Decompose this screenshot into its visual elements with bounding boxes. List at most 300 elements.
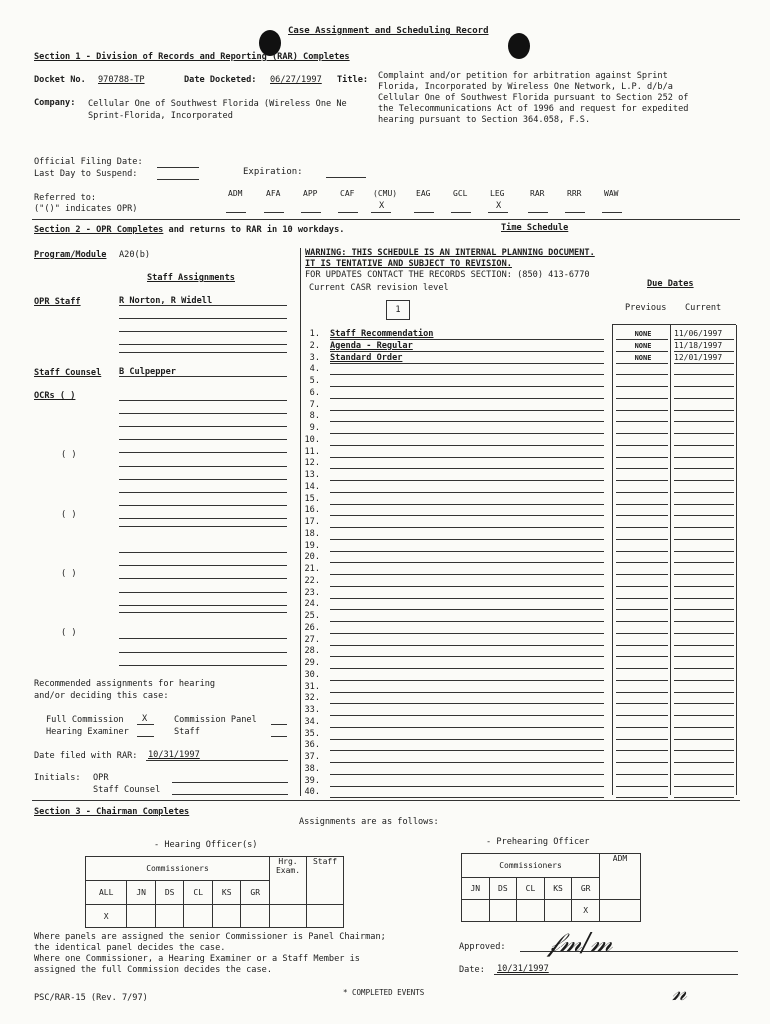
- warning-line-2: IT IS TENTATIVE AND SUBJECT TO REVISION.: [305, 259, 512, 269]
- prev-line: [616, 609, 668, 610]
- cur-line: [674, 621, 734, 622]
- event-number: 4.: [309, 364, 320, 375]
- cur-line: [674, 797, 734, 798]
- prev-line: [616, 374, 668, 375]
- staff-line: [119, 592, 287, 593]
- division-mark: X: [496, 201, 502, 211]
- staff-line: [119, 526, 287, 527]
- division-blank: [338, 212, 358, 213]
- event-line: [330, 727, 604, 728]
- event-number: 23.: [304, 587, 320, 598]
- cur-line: [674, 739, 734, 740]
- event-number: 6.: [309, 387, 320, 398]
- event-number: 26.: [304, 622, 320, 633]
- initials-opr-label: OPR: [93, 773, 109, 783]
- cur-line: [674, 656, 734, 657]
- initials-staff-counsel-label: Staff Counsel: [93, 785, 161, 795]
- cur-line: [674, 680, 734, 681]
- cur-line: [674, 551, 734, 552]
- staff-line: [119, 426, 287, 427]
- indicates-label: ("()" indicates OPR): [34, 204, 138, 214]
- division-gcl: GCL: [453, 189, 468, 198]
- prev-line: [616, 539, 668, 540]
- staff-line: [119, 578, 287, 579]
- recommended-line-1: Recommended assignments for hearing: [34, 679, 216, 689]
- event-number: 29.: [304, 658, 320, 668]
- pre-commissioner-cell-ds: [489, 900, 517, 922]
- commissioner-col-gr: GR: [241, 881, 270, 905]
- prev-line: [616, 656, 668, 657]
- event-number: 36.: [304, 740, 320, 751]
- cur-line: [674, 398, 734, 399]
- current-col-right: [736, 325, 737, 795]
- event-number: 40.: [304, 787, 320, 798]
- event-number: 31.: [304, 681, 320, 692]
- division-blank: [488, 212, 508, 213]
- event-line: [330, 480, 604, 481]
- date-filed-value: 10/31/1997: [148, 750, 200, 760]
- previous-heading: Previous: [625, 303, 667, 313]
- commissioner-col-all: ALL: [86, 881, 127, 905]
- prev-line: [616, 727, 668, 728]
- prev-line: [616, 715, 668, 716]
- pre-commissioner-col-cl: CL: [517, 878, 545, 900]
- hearing-examiner-label: Hearing Examiner: [46, 727, 129, 737]
- division-blank: [264, 212, 284, 213]
- event-line: [330, 433, 604, 434]
- event-number: 30.: [304, 669, 320, 680]
- event-line: [330, 468, 604, 469]
- event-number: 32.: [304, 693, 320, 704]
- cur-line: [674, 609, 734, 610]
- cur-line: [674, 633, 734, 634]
- panel-note-line: Where one Commissioner, a Hearing Examiner or a Staff Member is: [34, 954, 360, 964]
- event-previous-date: NONE: [634, 341, 652, 350]
- punch-hole-right: [508, 33, 530, 59]
- prev-line: [616, 410, 668, 411]
- cur-line: [674, 480, 734, 481]
- cur-line: [674, 386, 734, 387]
- pre-commissioner-cell-cl: [517, 900, 545, 922]
- commissioner-cell-gr: [241, 905, 270, 928]
- division-adm: ADM: [228, 189, 243, 198]
- event-line: [330, 715, 604, 716]
- cur-line: [674, 374, 734, 375]
- warning-line-1: WARNING: THIS SCHEDULE IS AN INTERNAL PLANNING DOCUMENT.: [305, 248, 595, 258]
- event-line: [330, 598, 604, 599]
- title-line: the Telecommunications Act of 1996 and request for expedited: [378, 104, 689, 114]
- event-number: 22.: [304, 575, 320, 586]
- pre-commissioner-col-ds: DS: [489, 878, 517, 900]
- pre-commissioner-col-jn: JN: [462, 878, 490, 900]
- event-number: 5.: [309, 376, 320, 386]
- prev-line: [616, 433, 668, 434]
- form-number: PSC/RAR-15 (Rev. 7/97): [34, 993, 148, 1003]
- section-divider-1: [32, 219, 740, 220]
- event-number: 7.: [309, 399, 320, 410]
- event-text: Agenda - Regular: [330, 340, 413, 351]
- event-text: Staff Recommendation: [330, 329, 434, 339]
- prev-line: [616, 398, 668, 399]
- event-number: 13.: [304, 470, 320, 480]
- commissioner-col-jn: JN: [127, 881, 156, 905]
- commission-panel-label: Commission Panel: [174, 715, 257, 725]
- division-caf: CAF: [340, 189, 355, 198]
- commissioner-cell-cl: [184, 905, 213, 928]
- event-number: 25.: [304, 611, 320, 621]
- division-blank: [565, 212, 585, 213]
- cur-line: [674, 410, 734, 411]
- prev-line: [616, 515, 668, 516]
- prev-line: [616, 750, 668, 751]
- staff-line: [119, 552, 287, 553]
- section2-heading-rest: and returns to RAR in 10 workdays.: [163, 225, 345, 235]
- event-line: [330, 797, 604, 798]
- event-line: [330, 668, 604, 669]
- last-day-blank: [157, 179, 199, 180]
- prev-line: [616, 574, 668, 575]
- assignments-label: Assignments are as follows:: [299, 817, 439, 827]
- cur-line: [674, 562, 734, 563]
- prev-line: [616, 457, 668, 458]
- event-previous-date: NONE: [634, 353, 652, 362]
- hearing-officers-label: - Hearing Officer(s): [154, 840, 258, 850]
- cur-line: [674, 645, 734, 646]
- staff-line: [119, 376, 287, 377]
- cur-line: [674, 433, 734, 434]
- event-number: 17.: [304, 517, 320, 527]
- section-divider-2: [32, 800, 740, 801]
- event-number: 34.: [304, 716, 320, 727]
- event-number: 37.: [304, 752, 320, 762]
- staff-line: [119, 331, 287, 332]
- program-module-label: Program/Module: [34, 250, 107, 260]
- company-line: Cellular One of Southwest Florida (Wireless One Ne: [88, 99, 347, 109]
- event-previous-date: NONE: [634, 330, 652, 338]
- division-blank: [602, 212, 622, 213]
- event-number: 35.: [304, 728, 320, 739]
- ocr-paren-label: ( ): [61, 510, 77, 520]
- event-current-date: 11/18/1997: [674, 340, 723, 350]
- current-heading: Current: [685, 303, 722, 313]
- cur-line: [674, 363, 734, 364]
- pre-commissioner-cell-jn: [462, 900, 490, 922]
- prev-line: [616, 621, 668, 622]
- initials-label: Initials:: [34, 773, 81, 783]
- pre-commissioner-cell-gr: X: [572, 900, 600, 922]
- staff-line: [119, 652, 287, 653]
- prev-line: [616, 774, 668, 775]
- event-line: [330, 445, 604, 446]
- staff-line: [119, 565, 287, 566]
- event-current-date: 11/06/1997: [674, 329, 723, 338]
- pre-commissioner-col-ks: KS: [544, 878, 572, 900]
- event-number: 1.: [309, 329, 320, 339]
- staff-line: [119, 344, 287, 345]
- event-number: 15.: [304, 493, 320, 504]
- section1-heading: Section 1 - Division of Records and Reporting (RAR) Completes: [34, 52, 350, 62]
- cur-line: [674, 668, 734, 669]
- previous-col-right: [670, 325, 671, 795]
- company-text: [88, 98, 347, 122]
- date-label: Date:: [459, 965, 485, 975]
- staff-line: [119, 400, 287, 401]
- commission-panel-blank: [271, 724, 287, 725]
- approval-date-value: 10/31/1997: [497, 964, 549, 974]
- division-rrr: RRR: [567, 189, 582, 198]
- completed-events-note: * COMPLETED EVENTS: [343, 988, 425, 997]
- last-day-label: Last Day to Suspend:: [34, 169, 138, 179]
- staff-line: [119, 492, 287, 493]
- event-number: 9.: [309, 423, 320, 433]
- prev-line: [616, 386, 668, 387]
- staff-option-blank: [271, 736, 287, 737]
- event-line: [330, 645, 604, 646]
- event-line: [330, 457, 604, 458]
- staff-line: [119, 518, 287, 519]
- event-number: 24.: [304, 599, 320, 610]
- staff-option-label: Staff: [174, 727, 200, 737]
- prev-line: [616, 480, 668, 481]
- staff-line: [119, 665, 287, 666]
- event-number: 39.: [304, 775, 320, 786]
- adm-header: ADM: [600, 854, 641, 900]
- division-blank: [451, 212, 471, 213]
- prev-line: [616, 598, 668, 599]
- staff-line: [119, 352, 287, 353]
- initial-mark: 𝓃: [672, 978, 687, 1006]
- event-line: [330, 703, 604, 704]
- due-dates-top-line: [612, 324, 736, 325]
- cur-line: [674, 421, 734, 422]
- cur-line: [674, 715, 734, 716]
- company-label: Company:: [34, 98, 76, 108]
- prev-line: [616, 468, 668, 469]
- cur-line: [674, 492, 734, 493]
- title-label: Title:: [337, 75, 369, 85]
- prev-line: [616, 680, 668, 681]
- event-line: [330, 656, 604, 657]
- cur-line: [674, 598, 734, 599]
- event-line: [330, 492, 604, 493]
- event-line: [330, 551, 604, 552]
- hearing-officer-table: [85, 856, 344, 928]
- division-leg: LEG: [490, 189, 505, 198]
- opr-staff-label: OPR Staff: [34, 297, 81, 307]
- cur-line: [674, 774, 734, 775]
- full-commission-label: Full Commission: [46, 715, 124, 725]
- event-number: 12.: [304, 458, 320, 469]
- prev-line: [616, 703, 668, 704]
- event-number: 38.: [304, 763, 320, 774]
- staff-cell: [307, 905, 344, 928]
- event-number: 2.: [309, 340, 320, 351]
- prev-line: [616, 527, 668, 528]
- staff-line: [119, 305, 287, 306]
- commissioner-col-cl: CL: [184, 881, 213, 905]
- staff-counsel-label: Staff Counsel: [34, 368, 102, 378]
- division-blank: [414, 212, 434, 213]
- event-line: [330, 774, 604, 775]
- commissioner-cell-ks: [212, 905, 241, 928]
- staff-line: [119, 439, 287, 440]
- event-line: [330, 762, 604, 763]
- division-afa: AFA: [266, 189, 281, 198]
- event-line: [330, 386, 604, 387]
- event-number: 27.: [304, 634, 320, 645]
- event-line: [330, 410, 604, 411]
- event-number: 20.: [304, 552, 320, 563]
- staff-line: [119, 505, 287, 506]
- expiration-label: Expiration:: [243, 167, 303, 177]
- initials-opr-line: [172, 782, 288, 783]
- staff-line: [119, 413, 287, 414]
- prev-line: [616, 351, 668, 352]
- cur-line: [674, 539, 734, 540]
- division-mark: X: [379, 201, 385, 211]
- cur-line: [674, 445, 734, 446]
- event-line: [330, 739, 604, 740]
- ocr-paren-label: ( ): [61, 450, 77, 460]
- title-line: Cellular One of Southwest Florida pursuant to Section 252 of: [378, 93, 689, 103]
- prev-line: [616, 363, 668, 364]
- date-docketed-label: Date Docketed:: [184, 75, 257, 85]
- cur-line: [674, 692, 734, 693]
- staff-line: [119, 605, 287, 606]
- ocr-paren-label: ( ): [61, 569, 77, 579]
- event-line: [330, 574, 604, 575]
- program-module-value: A20(b): [119, 250, 151, 260]
- cur-line: [674, 750, 734, 751]
- division-blank: [371, 212, 391, 213]
- prehearing-officer-label: - Prehearing Officer: [486, 837, 590, 847]
- prev-line: [616, 668, 668, 669]
- prev-line: [616, 551, 668, 552]
- due-dates-heading: Due Dates: [647, 279, 694, 289]
- event-line: [330, 539, 604, 540]
- event-line: [330, 363, 604, 364]
- event-number: 16.: [304, 505, 320, 516]
- pre-commissioner-cell-ks: [544, 900, 572, 922]
- staff-line: [119, 638, 287, 639]
- commissioner-cell-all: X: [86, 905, 127, 928]
- event-current-date: 12/01/1997: [674, 352, 723, 362]
- cur-line: [674, 727, 734, 728]
- company-line: Sprint-Florida, Incorporated: [88, 111, 233, 121]
- cur-line: [674, 468, 734, 469]
- event-line: [330, 562, 604, 563]
- commissioner-col-ks: KS: [212, 881, 241, 905]
- approved-label: Approved:: [459, 942, 506, 952]
- event-text: Standard Order: [330, 352, 403, 363]
- cur-line: [674, 762, 734, 763]
- initials-counsel-line: [172, 794, 288, 795]
- staff-line: [119, 466, 287, 467]
- opr-staff-value: R Norton, R Widell: [119, 296, 213, 306]
- title-line: Complaint and/or petition for arbitration against Sprint: [378, 71, 668, 81]
- event-number: 8.: [309, 411, 320, 422]
- division-rar: RAR: [530, 189, 545, 198]
- prev-line: [616, 797, 668, 798]
- prev-line: [616, 786, 668, 787]
- commissioner-cell-ds: [155, 905, 184, 928]
- section2-heading-main: Section 2 - OPR Completes: [34, 225, 164, 235]
- prev-line: [616, 692, 668, 693]
- ocrs-label: OCRs ( ): [34, 391, 76, 401]
- prev-line: [616, 645, 668, 646]
- event-line: [330, 586, 604, 587]
- hrg-exam-header: Hrg. Exam.: [270, 857, 307, 905]
- event-line: [330, 786, 604, 787]
- event-line: [330, 515, 604, 516]
- event-number: 19.: [304, 540, 320, 551]
- prev-line: [616, 492, 668, 493]
- revision-label: Current CASR revision level: [309, 283, 449, 293]
- prev-line: [616, 562, 668, 563]
- date-docketed-value: 06/27/1997: [270, 75, 322, 85]
- event-line: [330, 680, 604, 681]
- approval-signature: 𝒻𝓂∕𝓂: [548, 928, 613, 958]
- revision-box: 1: [386, 300, 410, 320]
- official-filing-blank: [157, 167, 199, 168]
- division-eag: EAG: [416, 189, 431, 198]
- time-schedule-heading: Time Schedule: [501, 223, 569, 233]
- cur-line: [674, 703, 734, 704]
- staff-line: [119, 318, 287, 319]
- staff-header: Staff: [307, 857, 344, 905]
- division-cmu: (CMU): [373, 189, 398, 198]
- recommended-line-2: and/or deciding this case:: [34, 691, 169, 701]
- event-line: [330, 609, 604, 610]
- division-blank: [301, 212, 321, 213]
- official-filing-label: Official Filing Date:: [34, 157, 143, 167]
- pre-commissioners-header: Commissioners: [462, 854, 600, 878]
- approval-date-line: [494, 974, 738, 975]
- ocr-paren-label: ( ): [61, 628, 77, 638]
- event-line: [330, 633, 604, 634]
- docket-label: Docket No.: [34, 75, 86, 85]
- staff-assignments-heading: Staff Assignments: [147, 273, 235, 283]
- panel-note: [34, 932, 386, 976]
- prev-line: [616, 339, 668, 340]
- title-text: [378, 71, 688, 126]
- title-line: hearing pursuant to Section 364.058, F.S.: [378, 115, 591, 125]
- division-blank: [226, 212, 246, 213]
- event-number: 14.: [304, 481, 320, 492]
- event-line: [330, 421, 604, 422]
- panel-note-line: the identical panel decides the case.: [34, 943, 226, 953]
- staff-line: [119, 479, 287, 480]
- staff-line: [119, 612, 287, 613]
- event-number: 3.: [309, 352, 320, 363]
- staff-line: [119, 452, 287, 453]
- prehearing-officer-table: [461, 853, 641, 922]
- event-number: 11.: [304, 446, 320, 457]
- section2-heading: [34, 225, 344, 235]
- commissioner-cell-jn: [127, 905, 156, 928]
- prev-line: [616, 445, 668, 446]
- date-filed-label: Date filed with RAR:: [34, 751, 138, 761]
- prev-line: [616, 586, 668, 587]
- cur-line: [674, 504, 734, 505]
- event-number: 33.: [304, 705, 320, 715]
- cur-line: [674, 457, 734, 458]
- division-blank: [528, 212, 548, 213]
- event-line: [330, 527, 604, 528]
- expiration-blank: [326, 177, 366, 178]
- division-app: APP: [303, 189, 318, 198]
- commissioners-header: Commissioners: [86, 857, 270, 881]
